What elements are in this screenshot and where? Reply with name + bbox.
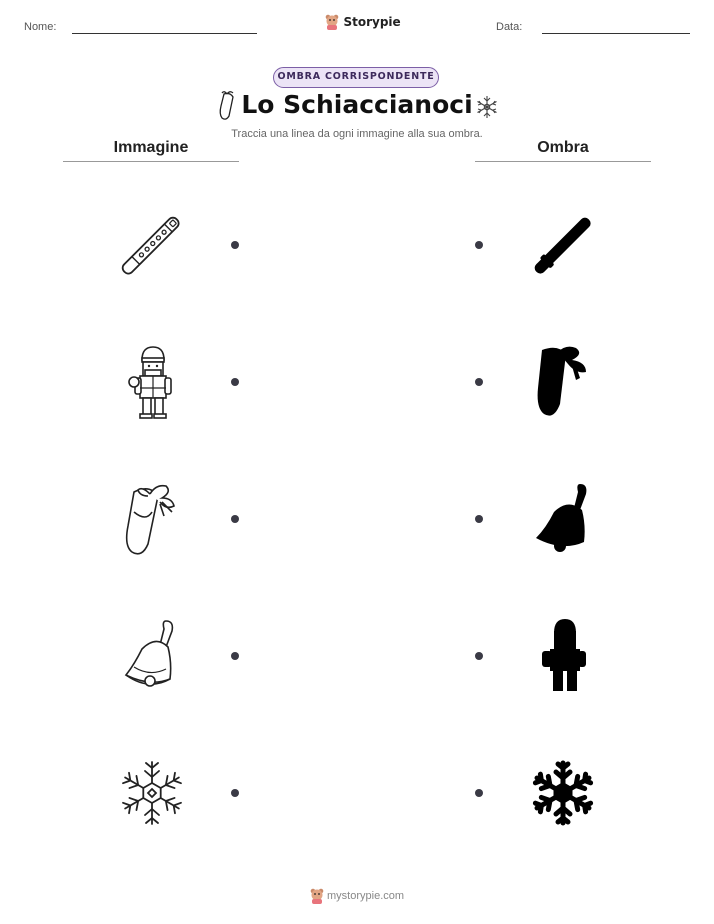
ballet-shoe-icon [120, 482, 180, 558]
date-line[interactable] [542, 33, 690, 34]
left-column-rule [63, 161, 239, 162]
page-title: Lo Schiaccianoci [241, 90, 473, 119]
worksheet-type-badge: OMBRA CORRISPONDENTE [273, 67, 439, 88]
bear-icon [310, 888, 324, 904]
bell-silhouette [532, 480, 596, 558]
brand-logo [325, 13, 401, 31]
right-connect-dot-5[interactable] [475, 789, 483, 797]
flute-icon [112, 206, 190, 286]
instructions: Traccia una linea da ogni immagine alla sua ombra. [231, 128, 483, 140]
right-column-header: Ombra [537, 139, 589, 156]
left-connect-dot-1[interactable] [231, 241, 239, 249]
left-connect-dot-5[interactable] [231, 789, 239, 797]
snowflake-icon [117, 758, 187, 828]
name-label: Nome: [24, 21, 57, 33]
right-connect-dot-4[interactable] [475, 652, 483, 660]
bear-icon [325, 14, 339, 30]
flute-silhouette [524, 206, 602, 286]
footer [0, 888, 714, 904]
right-connect-dot-3[interactable] [475, 515, 483, 523]
right-column-rule [475, 161, 651, 162]
snowflake-silhouette [528, 758, 598, 828]
left-connect-dot-3[interactable] [231, 515, 239, 523]
date-label: Data: [496, 21, 523, 33]
brand-name: Storypie [343, 15, 401, 29]
left-connect-dot-2[interactable] [231, 378, 239, 386]
bell-icon [120, 617, 184, 695]
ballet-shoe-silhouette [532, 344, 592, 420]
footer-url[interactable]: mystorypie.com [327, 889, 405, 902]
nutcracker-icon [125, 344, 177, 420]
snowflake-title-icon [474, 94, 500, 120]
left-connect-dot-4[interactable] [231, 652, 239, 660]
right-connect-dot-1[interactable] [475, 241, 483, 249]
name-line[interactable] [72, 33, 257, 34]
right-connect-dot-2[interactable] [475, 378, 483, 386]
left-column-header: Immagine [113, 139, 189, 156]
nutcracker-silhouette [538, 617, 590, 693]
